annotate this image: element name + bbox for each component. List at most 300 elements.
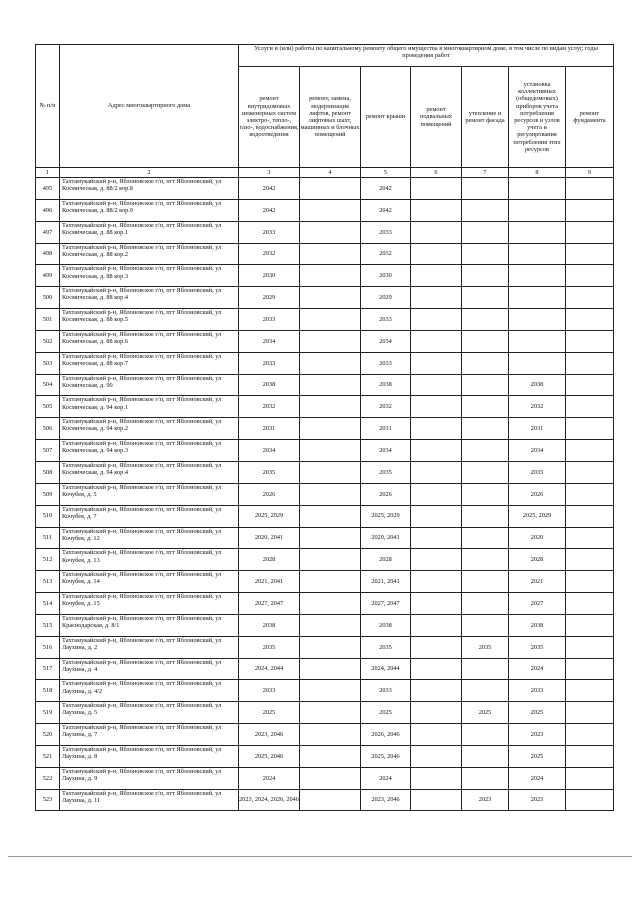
table-row (36, 636, 614, 658)
row-number: 506 (36, 418, 60, 440)
cell-facade (462, 330, 509, 352)
cell-roof: 2026 (361, 483, 411, 505)
cell-engineering-systems: 2035 (239, 461, 300, 483)
cell-roof: 2032 (361, 243, 411, 265)
cell-engineering-systems: 2024, 2044 (239, 658, 300, 680)
cell-roof: 2025, 2029 (361, 505, 411, 527)
row-address: Тахтамукайский р-н, Яблоновское г/п, пгт Яблоновский, ул Лаухина, д. 4 (60, 658, 239, 680)
row-address: Тахтамукайский р-н, Яблоновское г/п, пгт Яблоновский, ул Космическая, д. 88/2 кор.9 (60, 199, 239, 221)
table-row (36, 243, 614, 265)
row-address: Тахтамукайский р-н, Яблоновское г/п, пгт Яблоновский, ул Кочубея, д. 15 (60, 593, 239, 615)
cell-roof: 2031 (361, 418, 411, 440)
row-number: 508 (36, 461, 60, 483)
cell-elevators (300, 287, 361, 309)
cell-basement (411, 265, 462, 287)
cell-meters: 2025 (509, 745, 566, 767)
col-number: 3 (239, 168, 300, 178)
cell-meters: 2024 (509, 767, 566, 789)
cell-meters: 2035 (509, 461, 566, 483)
table-row (36, 483, 614, 505)
cell-elevators (300, 440, 361, 462)
cell-foundation (566, 243, 614, 265)
row-address: Тахтамукайский р-н, Яблоновское г/п, пгт Яблоновский, ул Космическая, д. 88 кор.5 (60, 309, 239, 331)
cell-basement (411, 680, 462, 702)
cell-basement (411, 199, 462, 221)
cell-basement (411, 549, 462, 571)
row-address: Тахтамукайский р-н, Яблоновское г/п, пгт Яблоновский, ул Краснодарская, д. 8/1 (60, 614, 239, 636)
row-number: 523 (36, 789, 60, 811)
row-address: Тахтамукайский р-н, Яблоновское г/п, пгт Яблоновский, ул Лаухина, д. 2 (60, 636, 239, 658)
cell-foundation (566, 680, 614, 702)
cell-elevators (300, 505, 361, 527)
header-work-group: Услуги и (или) работы по капитальному ремонту общего имущества в многоквартирном доме, в том числе по видам услуг, годы проведения работ (239, 45, 614, 67)
col-number: 9 (566, 168, 614, 178)
row-number: 501 (36, 309, 60, 331)
table-row (36, 199, 614, 221)
row-address: Тахтамукайский р-н, Яблоновское г/п, пгт Яблоновский, ул Космическая, д. 88 кор.7 (60, 352, 239, 374)
cell-roof: 2028 (361, 549, 411, 571)
cell-roof: 2025 (361, 702, 411, 724)
cell-engineering-systems: 2032 (239, 243, 300, 265)
cell-engineering-systems: 2020, 2041 (239, 527, 300, 549)
cell-engineering-systems: 2038 (239, 374, 300, 396)
capital-repair-table (35, 44, 614, 811)
table-row (36, 724, 614, 746)
cell-roof: 2034 (361, 330, 411, 352)
cell-engineering-systems: 2038 (239, 614, 300, 636)
cell-facade (462, 724, 509, 746)
header-col-basement: ремонт подвальных помещений (411, 67, 462, 168)
table-row (36, 702, 614, 724)
header-col-meters: установка коллективных (общедомовых) приборов учета потребления ресурсов и узлов учета и регулирования потребления этих ресурсов (509, 67, 566, 168)
row-address: Тахтамукайский р-н, Яблоновское г/п, пгт Яблоновский, ул Космическая, д. 94 кор.4 (60, 461, 239, 483)
cell-engineering-systems: 2034 (239, 440, 300, 462)
cell-elevators (300, 330, 361, 352)
table-row (36, 396, 614, 418)
cell-basement (411, 636, 462, 658)
table-row (36, 309, 614, 331)
cell-facade (462, 505, 509, 527)
cell-basement (411, 352, 462, 374)
table-row (36, 265, 614, 287)
cell-foundation (566, 309, 614, 331)
cell-basement (411, 745, 462, 767)
table-row (36, 352, 614, 374)
header-num: № п/п (36, 45, 60, 168)
cell-basement (411, 221, 462, 243)
table-row (36, 178, 614, 200)
cell-meters: 2034 (509, 440, 566, 462)
table-row (36, 680, 614, 702)
header-col-foundation: ремонт фундамента (566, 67, 614, 168)
cell-elevators (300, 614, 361, 636)
cell-foundation (566, 178, 614, 200)
cell-meters: 2025, 2029 (509, 505, 566, 527)
cell-elevators (300, 745, 361, 767)
cell-facade (462, 614, 509, 636)
table-row (36, 571, 614, 593)
cell-engineering-systems: 2030 (239, 265, 300, 287)
cell-meters (509, 243, 566, 265)
col-number: 6 (411, 168, 462, 178)
cell-foundation (566, 374, 614, 396)
cell-basement (411, 461, 462, 483)
cell-meters: 2027 (509, 593, 566, 615)
row-address: Тахтамукайский р-н, Яблоновское г/п, пгт Яблоновский, ул Лаухина, д. 11 (60, 789, 239, 811)
row-number: 520 (36, 724, 60, 746)
cell-elevators (300, 593, 361, 615)
row-address: Тахтамукайский р-н, Яблоновское г/п, пгт Яблоновский, ул Космическая, д. 94 кор.2 (60, 418, 239, 440)
cell-facade: 2025 (462, 702, 509, 724)
cell-basement (411, 287, 462, 309)
row-address: Тахтамукайский р-н, Яблоновское г/п, пгт Яблоновский, ул Кочубея, д. 7 (60, 505, 239, 527)
row-address: Тахтамукайский р-н, Яблоновское г/п, пгт Яблоновский, ул Космическая, д. 90 (60, 374, 239, 396)
cell-basement (411, 440, 462, 462)
cell-engineering-systems: 2028 (239, 549, 300, 571)
cell-roof: 2042 (361, 178, 411, 200)
cell-meters: 2026 (509, 483, 566, 505)
cell-foundation (566, 571, 614, 593)
row-number: 505 (36, 396, 60, 418)
cell-basement (411, 243, 462, 265)
cell-elevators (300, 527, 361, 549)
cell-elevators (300, 396, 361, 418)
cell-basement (411, 418, 462, 440)
row-number: 510 (36, 505, 60, 527)
cell-meters (509, 221, 566, 243)
cell-facade (462, 287, 509, 309)
cell-engineering-systems: 2033 (239, 352, 300, 374)
table-row (36, 549, 614, 571)
row-address: Тахтамукайский р-н, Яблоновское г/п, пгт Яблоновский, ул Лаухина, д. 9 (60, 767, 239, 789)
row-number: 521 (36, 745, 60, 767)
cell-engineering-systems: 2024 (239, 767, 300, 789)
row-address: Тахтамукайский р-н, Яблоновское г/п, пгт Яблоновский, ул Кочубея, д. 12 (60, 527, 239, 549)
row-number: 512 (36, 549, 60, 571)
cell-roof: 2029 (361, 287, 411, 309)
cell-elevators (300, 352, 361, 374)
table-row (36, 461, 614, 483)
table-row (36, 658, 614, 680)
column-number-row (36, 168, 614, 178)
cell-elevators (300, 636, 361, 658)
cell-basement (411, 767, 462, 789)
cell-foundation (566, 505, 614, 527)
cell-basement (411, 483, 462, 505)
row-address: Тахтамукайский р-н, Яблоновское г/п, пгт Яблоновский, ул Космическая, д. 88/2 кор.8 (60, 178, 239, 200)
cell-engineering-systems: 2032 (239, 396, 300, 418)
row-number: 519 (36, 702, 60, 724)
cell-meters: 2033 (509, 680, 566, 702)
col-number: 2 (60, 168, 239, 178)
cell-facade (462, 745, 509, 767)
cell-facade (462, 483, 509, 505)
cell-facade (462, 680, 509, 702)
header-col-engineering-systems: ремонт внутридомовых инженерных систем электро-, тепло-, газо-, водоснабжения, водоотведения (239, 67, 300, 168)
cell-engineering-systems: 2042 (239, 178, 300, 200)
table-row (36, 527, 614, 549)
cell-roof: 2025, 2046 (361, 745, 411, 767)
row-address: Тахтамукайский р-н, Яблоновское г/п, пгт Яблоновский, ул Космическая, д. 94 кор.1 (60, 396, 239, 418)
cell-elevators (300, 374, 361, 396)
cell-basement (411, 724, 462, 746)
row-number: 514 (36, 593, 60, 615)
table-row (36, 789, 614, 811)
row-address: Тахтамукайский р-н, Яблоновское г/п, пгт Яблоновский, ул Лаухина, д. 7 (60, 724, 239, 746)
cell-meters (509, 199, 566, 221)
cell-foundation (566, 483, 614, 505)
row-number: 499 (36, 265, 60, 287)
col-number: 7 (462, 168, 509, 178)
cell-foundation (566, 440, 614, 462)
table-row (36, 614, 614, 636)
cell-elevators (300, 767, 361, 789)
cell-basement (411, 178, 462, 200)
cell-elevators (300, 702, 361, 724)
cell-facade (462, 461, 509, 483)
col-number: 1 (36, 168, 60, 178)
cell-elevators (300, 178, 361, 200)
cell-elevators (300, 571, 361, 593)
row-number: 500 (36, 287, 60, 309)
cell-engineering-systems: 2025, 2046 (239, 745, 300, 767)
row-address: Тахтамукайский р-н, Яблоновское г/п, пгт Яблоновский, ул Лаухина, д. 8 (60, 745, 239, 767)
cell-facade (462, 374, 509, 396)
cell-basement (411, 374, 462, 396)
header-col-facade: утепление и ремонт фасада (462, 67, 509, 168)
cell-meters (509, 265, 566, 287)
cell-elevators (300, 658, 361, 680)
row-number: 522 (36, 767, 60, 789)
cell-meters: 2032 (509, 396, 566, 418)
cell-facade (462, 418, 509, 440)
row-number: 517 (36, 658, 60, 680)
cell-facade: 2035 (462, 636, 509, 658)
cell-engineering-systems: 2025, 2029 (239, 505, 300, 527)
cell-elevators (300, 243, 361, 265)
cell-meters (509, 287, 566, 309)
table-row (36, 374, 614, 396)
row-number: 518 (36, 680, 60, 702)
cell-basement (411, 658, 462, 680)
cell-roof: 2020, 2041 (361, 527, 411, 549)
cell-facade (462, 243, 509, 265)
cell-meters (509, 309, 566, 331)
cell-foundation (566, 396, 614, 418)
cell-engineering-systems: 2026 (239, 483, 300, 505)
cell-roof: 2024 (361, 767, 411, 789)
cell-meters: 2021 (509, 571, 566, 593)
cell-roof: 2038 (361, 614, 411, 636)
cell-foundation (566, 461, 614, 483)
col-number: 5 (361, 168, 411, 178)
cell-meters: 2025 (509, 702, 566, 724)
row-address: Тахтамукайский р-н, Яблоновское г/п, пгт Яблоновский, ул Кочубея, д. 5 (60, 483, 239, 505)
table-row (36, 745, 614, 767)
row-number: 513 (36, 571, 60, 593)
row-number: 511 (36, 527, 60, 549)
cell-basement (411, 309, 462, 331)
cell-foundation (566, 418, 614, 440)
row-number: 495 (36, 178, 60, 200)
table-row (36, 330, 614, 352)
cell-foundation (566, 527, 614, 549)
cell-elevators (300, 265, 361, 287)
cell-engineering-systems: 2021, 2041 (239, 571, 300, 593)
row-address: Тахтамукайский р-н, Яблоновское г/п, пгт Яблоновский, ул Лаухина, д. 4/2 (60, 680, 239, 702)
row-number: 507 (36, 440, 60, 462)
cell-roof: 2033 (361, 221, 411, 243)
table-row (36, 505, 614, 527)
cell-facade (462, 593, 509, 615)
cell-facade: 2023 (462, 789, 509, 811)
cell-facade (462, 571, 509, 593)
cell-basement (411, 330, 462, 352)
cell-roof: 2042 (361, 199, 411, 221)
cell-engineering-systems: 2033 (239, 221, 300, 243)
cell-facade (462, 767, 509, 789)
cell-roof: 2027, 2047 (361, 593, 411, 615)
cell-facade (462, 178, 509, 200)
cell-meters (509, 178, 566, 200)
table-row (36, 221, 614, 243)
row-number: 502 (36, 330, 60, 352)
cell-engineering-systems: 2042 (239, 199, 300, 221)
cell-facade (462, 549, 509, 571)
table-row (36, 287, 614, 309)
cell-engineering-systems: 2025 (239, 702, 300, 724)
cell-facade (462, 352, 509, 374)
cell-roof: 2023, 2046 (361, 789, 411, 811)
cell-basement (411, 527, 462, 549)
table-row (36, 767, 614, 789)
row-number: 496 (36, 199, 60, 221)
cell-foundation (566, 221, 614, 243)
cell-engineering-systems: 2029 (239, 287, 300, 309)
cell-meters: 2035 (509, 636, 566, 658)
cell-foundation (566, 352, 614, 374)
cell-foundation (566, 724, 614, 746)
row-number: 498 (36, 243, 60, 265)
cell-basement (411, 789, 462, 811)
cell-facade (462, 199, 509, 221)
cell-foundation (566, 636, 614, 658)
cell-meters (509, 330, 566, 352)
cell-foundation (566, 265, 614, 287)
cell-elevators (300, 221, 361, 243)
cell-roof: 2026, 2046 (361, 724, 411, 746)
cell-foundation (566, 593, 614, 615)
row-address: Тахтамукайский р-н, Яблоновское г/п, пгт Яблоновский, ул Космическая, д. 88 кор.1 (60, 221, 239, 243)
table-row (36, 418, 614, 440)
cell-foundation (566, 330, 614, 352)
cell-roof: 2033 (361, 309, 411, 331)
cell-roof: 2021, 2041 (361, 571, 411, 593)
cell-engineering-systems: 2023, 2046 (239, 724, 300, 746)
cell-roof: 2035 (361, 461, 411, 483)
row-number: 504 (36, 374, 60, 396)
cell-elevators (300, 549, 361, 571)
cell-foundation (566, 767, 614, 789)
page-bottom-rule (8, 856, 632, 857)
cell-meters: 2020 (509, 527, 566, 549)
cell-meters: 2031 (509, 418, 566, 440)
cell-roof: 2035 (361, 636, 411, 658)
header-address: Адрес многоквартирного дома (60, 45, 239, 168)
cell-roof: 2030 (361, 265, 411, 287)
cell-meters (509, 352, 566, 374)
cell-roof: 2034 (361, 440, 411, 462)
cell-foundation (566, 658, 614, 680)
cell-engineering-systems: 2023, 2024, 2026, 2046 (239, 789, 300, 811)
cell-elevators (300, 483, 361, 505)
cell-foundation (566, 199, 614, 221)
cell-facade (462, 265, 509, 287)
cell-basement (411, 571, 462, 593)
cell-elevators (300, 789, 361, 811)
row-address: Тахтамукайский р-н, Яблоновское г/п, пгт Яблоновский, ул Космическая, д. 94 кор.3 (60, 440, 239, 462)
cell-meters: 2038 (509, 374, 566, 396)
cell-engineering-systems: 2034 (239, 330, 300, 352)
row-address: Тахтамукайский р-н, Яблоновское г/п, пгт Яблоновский, ул Кочубея, д. 13 (60, 549, 239, 571)
cell-roof: 2024, 2044 (361, 658, 411, 680)
row-address: Тахтамукайский р-н, Яблоновское г/п, пгт Яблоновский, ул Космическая, д. 88 кор.2 (60, 243, 239, 265)
row-number: 516 (36, 636, 60, 658)
row-address: Тахтамукайский р-н, Яблоновское г/п, пгт Яблоновский, ул Кочубея, д. 14 (60, 571, 239, 593)
cell-elevators (300, 461, 361, 483)
table-row (36, 440, 614, 462)
cell-engineering-systems: 2033 (239, 309, 300, 331)
cell-facade (462, 221, 509, 243)
cell-engineering-systems: 2027, 2047 (239, 593, 300, 615)
header-col-elevators: ремонт, замена, модернизация лифтов, ремонт лифтовых шахт, машинных и блочных помещений (300, 67, 361, 168)
cell-facade (462, 396, 509, 418)
cell-elevators (300, 199, 361, 221)
row-number: 503 (36, 352, 60, 374)
cell-foundation (566, 789, 614, 811)
cell-roof: 2033 (361, 680, 411, 702)
cell-basement (411, 396, 462, 418)
cell-engineering-systems: 2033 (239, 680, 300, 702)
cell-roof: 2038 (361, 374, 411, 396)
cell-facade (462, 527, 509, 549)
cell-basement (411, 593, 462, 615)
table-row (36, 593, 614, 615)
cell-elevators (300, 418, 361, 440)
cell-foundation (566, 614, 614, 636)
cell-basement (411, 614, 462, 636)
row-address: Тахтамукайский р-н, Яблоновское г/п, пгт Яблоновский, ул Космическая, д. 88 кор.6 (60, 330, 239, 352)
cell-meters: 2028 (509, 549, 566, 571)
cell-engineering-systems: 2031 (239, 418, 300, 440)
row-number: 509 (36, 483, 60, 505)
cell-facade (462, 658, 509, 680)
row-number: 497 (36, 221, 60, 243)
cell-foundation (566, 287, 614, 309)
header-col-roof: ремонт крыши (361, 67, 411, 168)
col-number: 4 (300, 168, 361, 178)
cell-elevators (300, 680, 361, 702)
cell-basement (411, 702, 462, 724)
cell-roof: 2032 (361, 396, 411, 418)
cell-basement (411, 505, 462, 527)
row-address: Тахтамукайский р-н, Яблоновское г/п, пгт Яблоновский, ул Космическая, д. 88 кор.3 (60, 265, 239, 287)
cell-roof: 2033 (361, 352, 411, 374)
cell-engineering-systems: 2035 (239, 636, 300, 658)
row-address: Тахтамукайский р-н, Яблоновское г/п, пгт Яблоновский, ул Лаухина, д. 5 (60, 702, 239, 724)
cell-meters: 2038 (509, 614, 566, 636)
row-number: 515 (36, 614, 60, 636)
